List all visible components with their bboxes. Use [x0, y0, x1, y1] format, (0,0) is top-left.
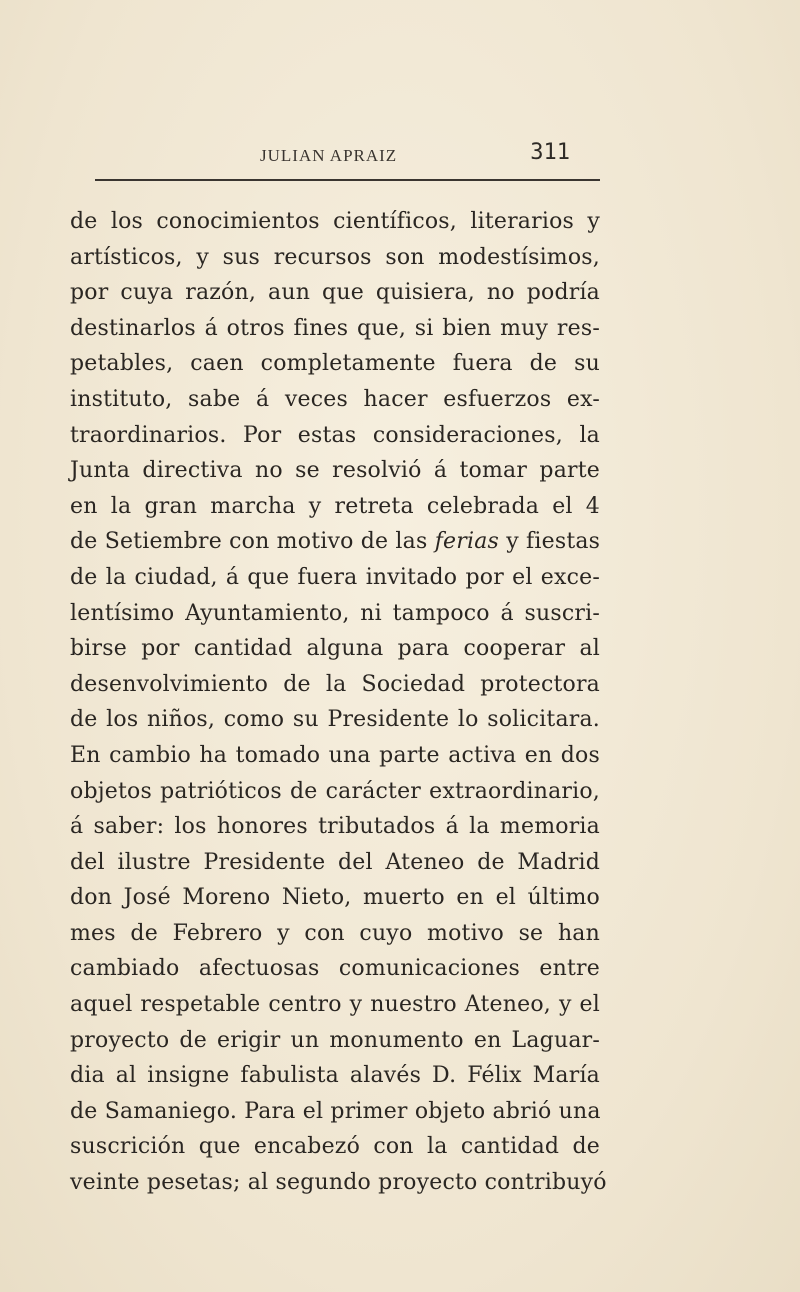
- text-line: suscrición que encabezó con la cantidad de: [70, 1134, 600, 1160]
- text-line: desenvolvimiento de la Sociedad protectora: [70, 671, 600, 697]
- body-text: [70, 204, 607, 1201]
- text-line: Junta directiva no se resolvió á tomar parte: [70, 458, 600, 484]
- text-line: á saber: los honores tributados á la memoria: [70, 814, 600, 840]
- text-line: don José Moreno Nieto, muerto en el último: [70, 885, 600, 911]
- page-number: 311: [530, 140, 570, 165]
- text-line: aquel respetable centro y nuestro Ateneo, y el: [70, 992, 600, 1018]
- italic-word: ferias: [434, 529, 500, 555]
- text-line: en la gran marcha y retreta celebrada el 4: [70, 493, 600, 519]
- text-line: por cuya razón, aun que quisiera, no podría: [70, 280, 600, 306]
- text-line: instituto, sabe á veces hacer esfuerzos ex-: [70, 386, 600, 412]
- text-line: destinarlos á otros fines que, si bien muy res-: [70, 315, 600, 341]
- text-line: de Samaniego. Para el primer objeto abrió una: [70, 1098, 601, 1124]
- text-line: del ilustre Presidente del Ateneo de Madrid: [70, 849, 600, 875]
- text-line: petables, caen completamente fuera de su: [70, 351, 600, 377]
- text-line: veinte pesetas; al segundo proyecto contribuyó: [70, 1170, 607, 1196]
- text-line: lentísimo Ayuntamiento, ni tampoco á suscri-: [70, 600, 600, 626]
- header-rule: [95, 179, 600, 181]
- text-line: mes de Febrero y con cuyo motivo se han: [70, 920, 600, 946]
- text-line: artísticos, y sus recursos son modestísimos,: [70, 244, 600, 270]
- text-segment: de Setiembre con motivo de las: [70, 529, 428, 555]
- text-line: de los conocimientos científicos, literarios y: [70, 209, 600, 234]
- text-line: de la ciudad, á que fuera invitado por el exce-: [70, 564, 600, 590]
- text-line: dia al insigne fabulista alavés D. Félix María: [70, 1063, 600, 1089]
- text-line: de los niños, como su Presidente lo solicitara.: [70, 707, 600, 733]
- running-head-author: JULIAN APRAIZ: [260, 146, 398, 165]
- text-line: proyecto de erigir un monumento en Laguar-: [70, 1027, 600, 1053]
- running-head: [70, 140, 600, 174]
- text-line: objetos patrióticos de carácter extraordinario,: [70, 778, 600, 804]
- text-line: cambiado afectuosas comunicaciones entre: [70, 956, 600, 982]
- text-line: traordinarios. Por estas consideraciones, la: [70, 422, 600, 448]
- text-line: birse por cantidad alguna para cooperar al: [70, 636, 600, 662]
- text-segment: y fiestas: [506, 529, 601, 555]
- text-line: En cambio ha tomado una parte activa en dos: [70, 742, 600, 768]
- text-line-with-italic: [70, 524, 600, 560]
